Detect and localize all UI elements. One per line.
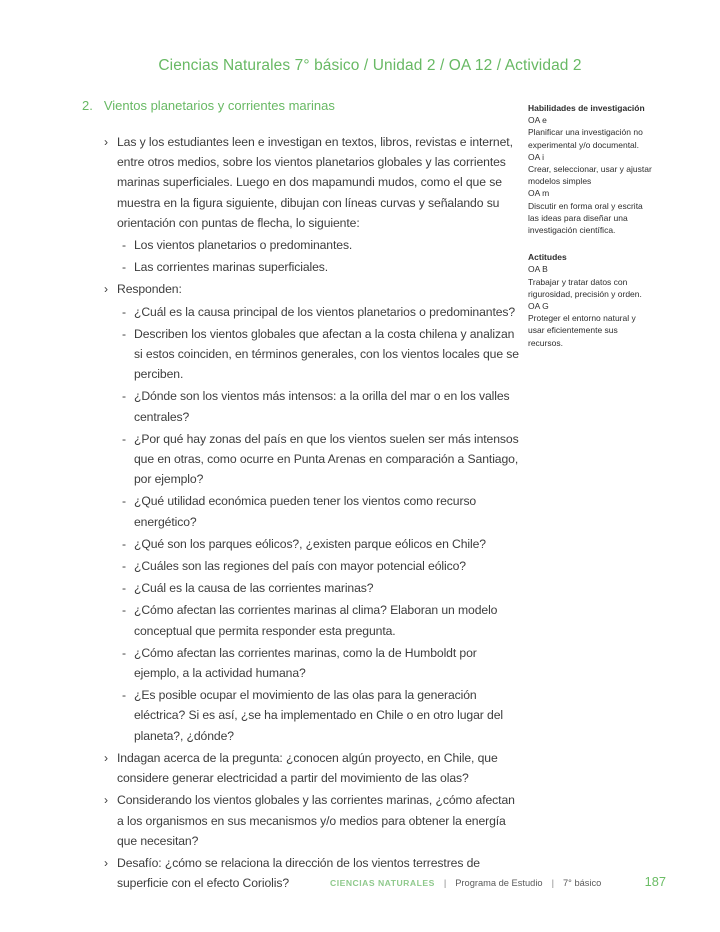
activity-item-text: ¿Cómo afectan las corrientes marinas, como la de Humboldt por ejemplo, a la actividad humana? — [134, 645, 477, 681]
sidebar-section-habilidades — [528, 102, 652, 236]
oa-code: OA m — [528, 188, 550, 199]
list-marker: - — [122, 645, 126, 660]
list-marker: - — [122, 494, 126, 509]
footer-program: Programa de Estudio — [455, 878, 543, 888]
activity-item-text: ¿Por qué hay zonas del país en que los vientos suelen ser más intensos que en otras, como ocurre en Punta Arenas en comparación a Santiago, por ejemplo? — [134, 431, 519, 487]
list-marker: - — [122, 260, 126, 275]
activity-subitem — [122, 643, 524, 683]
activity-item-text: ¿Dónde son los vientos más intensos: a la orilla del mar o en los valles centrales? — [134, 389, 510, 424]
oa-code: OA e — [528, 115, 547, 126]
activity-subitem — [122, 556, 524, 576]
oa-code: OA i — [528, 151, 545, 162]
activity-item-text: Considerando los vientos globales y las corrientes marinas, ¿cómo afectan a los organismos en sus mecanismos y/o medios para obtener la energía que necesitan? — [117, 793, 515, 848]
list-marker: › — [104, 855, 108, 870]
page-number: 187 — [644, 874, 666, 889]
page-title: Ciencias Naturales 7° básico / Unidad 2 / OA 12 / Actividad 2 — [158, 57, 582, 74]
list-marker: - — [122, 238, 126, 253]
activity-subitem — [122, 685, 524, 746]
activity-subitem — [122, 429, 524, 490]
section-heading — [82, 98, 335, 113]
page-footer — [330, 874, 666, 889]
activity-item-text: ¿Cómo afectan las corrientes marinas al clima? Elaboran un modelo conceptual que permita responder esta pregunta. — [134, 603, 498, 638]
activity-item-text: ¿Cuál es la causa de las corrientes marinas? — [134, 581, 374, 596]
footer-brand: CIENCIAS NATURALES — [330, 878, 435, 888]
oa-text: Discutir en forma oral y escrita las ideas para diseñar una investigación científica. — [528, 200, 643, 236]
list-marker: › — [104, 282, 108, 297]
sidebar-section-heading: Actitudes — [528, 252, 567, 263]
activity-item — [104, 748, 524, 788]
activity-item-text: Responden: — [117, 282, 182, 297]
oa-code: OA G — [528, 301, 549, 312]
oa-text: Proteger el entorno natural y usar eficientemente sus recursos. — [528, 313, 636, 348]
activity-subitem — [122, 491, 524, 531]
activity-item-text: Desafío: ¿cómo se relaciona la dirección de los vientos terrestres de superficie con el efecto Coriolis? — [117, 855, 480, 891]
oa-text: Crear, seleccionar, usar y ajustar modelos simples — [528, 164, 652, 187]
activity-subitem — [122, 235, 524, 255]
list-marker: › — [104, 750, 108, 765]
activity-subitem — [122, 386, 524, 426]
list-marker: - — [122, 326, 126, 341]
activity-item-text: Describen los vientos globales que afectan a la costa chilena y analizan si estos coinciden, en términos generales, con los vientos locales que se perciben. — [134, 326, 519, 382]
list-marker: - — [122, 603, 126, 618]
oa-text: Trabajar y tratar datos con rigurosidad, precisión y orden. — [528, 276, 642, 299]
footer-separator: | — [551, 878, 554, 888]
oa-text: Planificar una investigación no experimental y/o documental. — [528, 127, 643, 150]
activity-item-text: ¿Cuáles son las regiones del país con mayor potencial eólico? — [134, 559, 466, 574]
activity-item-text: Indagan acerca de la pregunta: ¿conocen algún proyecto, en Chile, que considere generar electricidad a partir del movimiento de las olas? — [117, 750, 498, 786]
sidebar-section-heading: Habilidades de investigación — [528, 103, 645, 113]
footer-separator: | — [443, 878, 447, 888]
activity-subitem — [122, 257, 524, 277]
activity-item-text: ¿Qué utilidad económica pueden tener los vientos como recurso energético? — [134, 494, 477, 529]
activity-subitem — [122, 534, 524, 554]
list-marker: - — [122, 559, 126, 574]
activity-item-text: Las y los estudiantes leen e investigan en textos, libros, revistas e internet, entre otros medios, sobre los vientos planetarios globales y las corrientes marinas superficiales. Luego en dos mapamundi mudos, como el que se muestra en la figura siguiente, dibujan con líneas curvas y señalando su orientación con puntas de flecha, lo siguiente: — [117, 135, 513, 230]
sidebar-section-actitudes — [528, 251, 652, 349]
oa-code: OA B — [528, 264, 548, 275]
activity-item-text: Los vientos planetarios o predominantes. — [134, 238, 353, 253]
activity-item-text: ¿Qué son los parques eólicos?, ¿existen parque eólicos en Chile? — [134, 536, 486, 551]
activity-subitem — [122, 302, 524, 322]
activity-item-text: Las corrientes marinas superficiales. — [134, 260, 329, 275]
activity-item — [104, 790, 524, 851]
section-number: 2. — [82, 98, 93, 113]
activity-item-text: ¿Es posible ocupar el movimiento de las olas para la generación eléctrica? Si es así, ¿se ha implementado en Chile o en otro lugar del planeta?, ¿dónde? — [134, 688, 503, 743]
activity-item-text: ¿Cuál es la causa principal de los vientos planetarios o predominantes? — [134, 304, 516, 319]
margin-notes — [528, 102, 652, 349]
list-marker: - — [122, 581, 126, 596]
footer-grade: 7° básico — [563, 878, 602, 888]
activity-item — [104, 279, 524, 299]
activity-subitem — [122, 324, 524, 385]
activity-item — [104, 132, 524, 233]
list-marker: - — [122, 536, 126, 551]
activity-subitem — [122, 600, 524, 640]
list-marker: › — [104, 135, 108, 149]
list-marker: › — [104, 793, 108, 808]
list-marker: - — [122, 389, 126, 404]
list-marker: - — [122, 688, 126, 703]
list-marker: - — [122, 431, 126, 446]
activity-subitem — [122, 578, 524, 598]
list-marker: - — [122, 304, 126, 319]
activity-list — [104, 132, 524, 895]
section-title: Vientos planetarios y corrientes marinas — [103, 98, 335, 113]
